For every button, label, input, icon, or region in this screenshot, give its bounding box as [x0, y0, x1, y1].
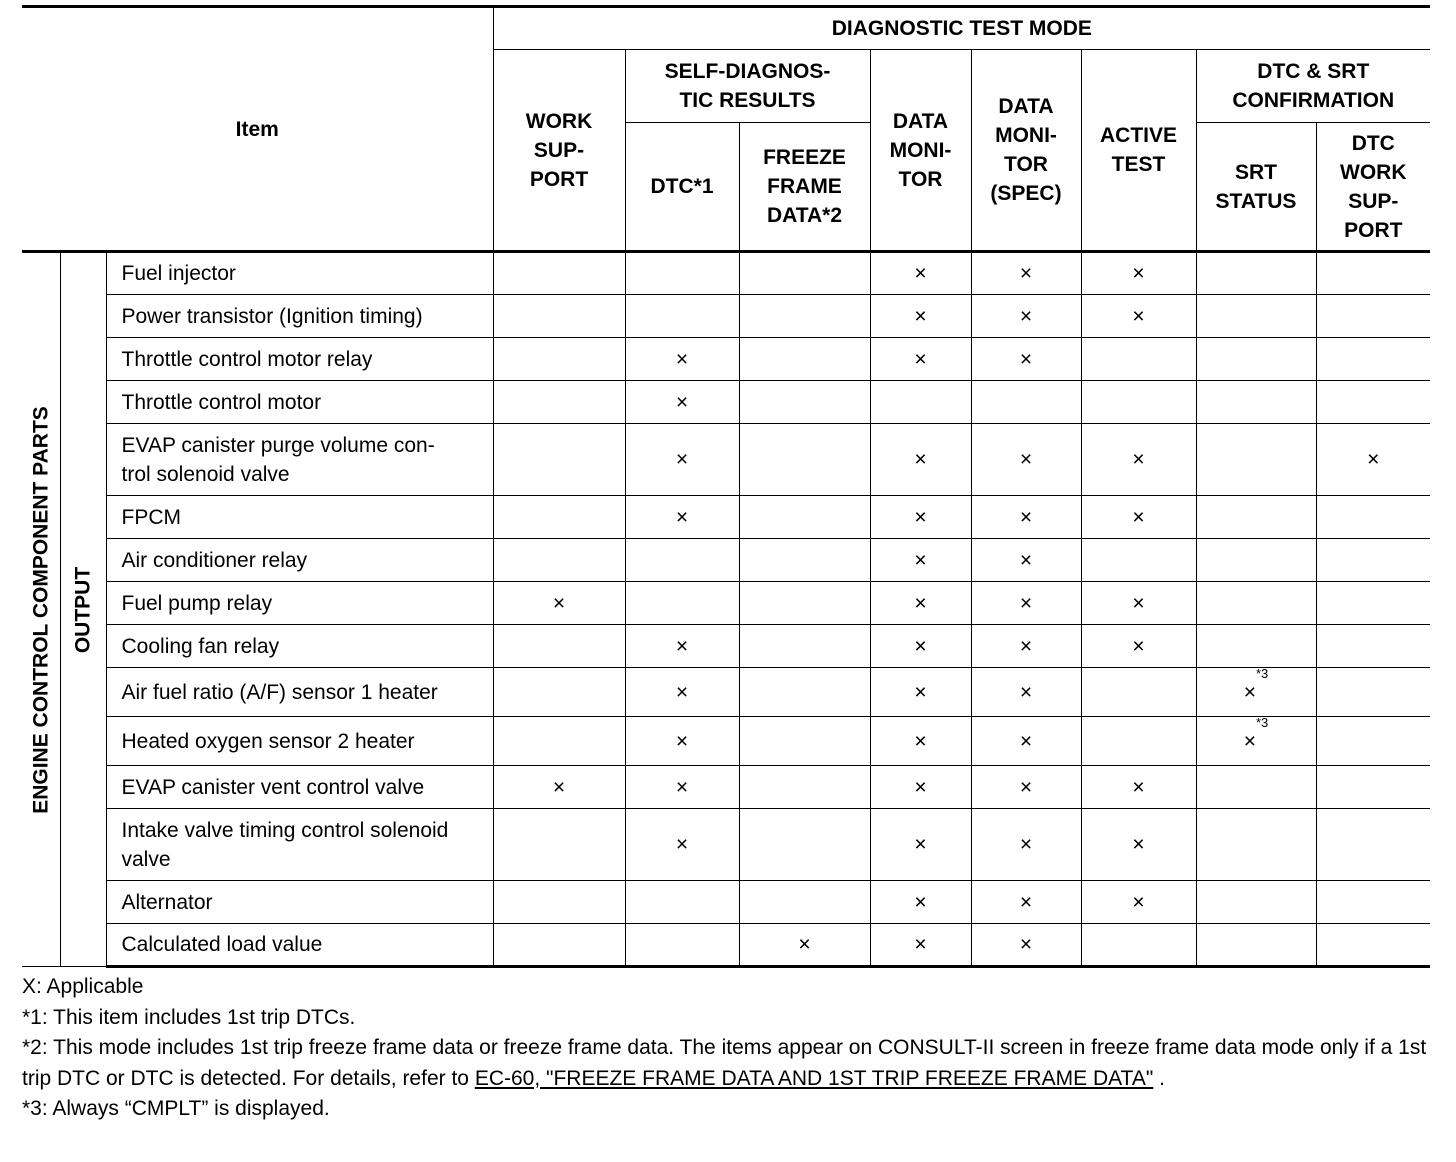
document [22, 5, 1430, 1125]
mark-cell [1196, 809, 1316, 881]
item-cell: Heated oxygen sensor 2 heater [106, 717, 493, 766]
mark-cell: × [971, 295, 1081, 338]
group-label: ENGINE CONTROL COMPONENT PARTS [29, 405, 53, 814]
mark-cell: × [1081, 766, 1196, 809]
mark-cell [625, 295, 739, 338]
item-cell: EVAP canister vent control valve [106, 766, 493, 809]
mark-cell: × [1081, 625, 1196, 668]
table-row [22, 881, 1430, 924]
item-cell: EVAP canister purge volume con- trol solenoid valve [106, 424, 493, 496]
mark-cell: × [870, 582, 971, 625]
note-2-text: *2: This mode includes 1st trip freeze frame data or freeze frame data. The items appear on CONSULT-II screen in freeze frame data mode only if a 1st trip DTC or DTC is detected. For details, refer to [22, 1036, 1427, 1090]
item-cell: Intake valve timing control solenoid valve [106, 809, 493, 881]
note-applicable: X: Applicable [22, 975, 144, 998]
mark-cell: × [971, 625, 1081, 668]
mark-cell: × [625, 717, 739, 766]
mark-cell [493, 338, 625, 381]
group-label-cell [22, 252, 60, 967]
col-freeze-frame-data: FREEZE FRAME DATA*2 [739, 123, 870, 252]
table-row [22, 717, 1430, 766]
mark-cell [625, 539, 739, 582]
table-row [22, 381, 1430, 424]
mark-cell [1196, 539, 1316, 582]
mark-cell [1196, 625, 1316, 668]
mark-cell [625, 924, 739, 967]
mark-cell [1081, 381, 1196, 424]
mark-cell: × [1081, 881, 1196, 924]
mark-cell: × [1081, 809, 1196, 881]
note-3: *3: Always “CMPLT” is displayed. [22, 1097, 330, 1120]
mark-cell [739, 717, 870, 766]
self-diagnostic-results-header: SELF-DIAGNOS- TIC RESULTS [625, 50, 870, 123]
mark-cell [739, 881, 870, 924]
mark-cell [739, 582, 870, 625]
mark-cell [1196, 496, 1316, 539]
mark-cell [1316, 582, 1430, 625]
mark-cell: × [971, 881, 1081, 924]
mark-cell: × [971, 668, 1081, 717]
mark-cell [493, 881, 625, 924]
mark-cell [1081, 924, 1196, 967]
mark-cell [739, 668, 870, 717]
mark-cell: × [870, 252, 971, 295]
mark-cell: × [1081, 295, 1196, 338]
mark-cell [1081, 539, 1196, 582]
mark-cell [493, 625, 625, 668]
mark-cell: × [1081, 252, 1196, 295]
mark-cell: × [870, 766, 971, 809]
mark-cell: × [493, 582, 625, 625]
mark-cell [1196, 665, 1316, 717]
mark-cell [625, 582, 739, 625]
mark-cell [493, 496, 625, 539]
mark-cell [1196, 424, 1316, 496]
mark-cell: × [625, 424, 739, 496]
col-work-support: WORK SUP- PORT [493, 50, 625, 252]
mark-cell [1081, 338, 1196, 381]
applicable-mark: × [1243, 680, 1256, 704]
item-cell: Cooling fan relay [106, 625, 493, 668]
mark-cell: × [493, 766, 625, 809]
mark-cell: × [870, 809, 971, 881]
item-cell: Fuel pump relay [106, 582, 493, 625]
mark-cell: × [870, 668, 971, 717]
mark-cell [493, 717, 625, 766]
mark-cell: × [971, 496, 1081, 539]
table-row [22, 766, 1430, 809]
table-row [22, 809, 1430, 881]
table-row [22, 582, 1430, 625]
mark-cell: × [739, 924, 870, 967]
item-cell: Air conditioner relay [106, 539, 493, 582]
mark-cell: × [625, 809, 739, 881]
mark-cell [625, 881, 739, 924]
mark-cell [1196, 582, 1316, 625]
mark-cell: × [971, 252, 1081, 295]
mark-cell [739, 295, 870, 338]
mark-cell: × [870, 295, 971, 338]
mark-cell: × [870, 717, 971, 766]
mark-cell [493, 424, 625, 496]
item-cell: Power transistor (Ignition timing) [106, 295, 493, 338]
mark-cell [1196, 881, 1316, 924]
col-dtc-work-support: DTC WORK SUP- PORT [1316, 123, 1430, 252]
col-srt-status: SRT STATUS [1196, 123, 1316, 252]
footnote-ref: *3 [1255, 665, 1269, 681]
mark-cell: × [971, 539, 1081, 582]
col-data-monitor: DATA MONI- TOR [870, 50, 971, 252]
mark-cell: × [625, 766, 739, 809]
mark-cell: × [971, 338, 1081, 381]
mark-cell [1316, 809, 1430, 881]
mark-cell [493, 924, 625, 967]
mark-cell: × [971, 924, 1081, 967]
table-row [22, 668, 1430, 717]
table-row [22, 924, 1430, 967]
mark-cell [739, 381, 870, 424]
mark-cell: × [870, 881, 971, 924]
mark-cell: × [971, 766, 1081, 809]
mark-cell [1196, 252, 1316, 295]
mark-cell [493, 381, 625, 424]
mark-cell [493, 539, 625, 582]
mark-cell [1196, 924, 1316, 967]
mark-cell: × [1081, 582, 1196, 625]
mark-cell [1316, 717, 1430, 766]
mark-cell [739, 424, 870, 496]
col-active-test: ACTIVE TEST [1081, 50, 1196, 252]
mark-cell: × [870, 924, 971, 967]
mark-cell: × [971, 582, 1081, 625]
mark-cell: × [870, 539, 971, 582]
mark-cell: × [625, 381, 739, 424]
item-cell: Alternator [106, 881, 493, 924]
mark-cell [1316, 668, 1430, 717]
mark-cell [493, 668, 625, 717]
mark-cell: × [1081, 496, 1196, 539]
item-cell: Fuel injector [106, 252, 493, 295]
mark-cell [1316, 381, 1430, 424]
mark-cell: × [870, 424, 971, 496]
mark-cell [493, 809, 625, 881]
mark-cell: × [1316, 424, 1430, 496]
note-1: *1: This item includes 1st trip DTCs. [22, 1005, 356, 1029]
mark-cell [1316, 539, 1430, 582]
item-cell: Calculated load value [106, 924, 493, 967]
mark-cell [1316, 924, 1430, 967]
applicable-mark: × [1243, 729, 1256, 753]
mark-cell [971, 381, 1081, 424]
mark-cell [1316, 338, 1430, 381]
table-row [22, 625, 1430, 668]
mark-cell [1196, 381, 1316, 424]
mark-cell [739, 252, 870, 295]
table-row [22, 539, 1430, 582]
subgroup-label-cell [60, 252, 106, 967]
diagnostic-test-mode-header: DIAGNOSTIC TEST MODE [493, 7, 1430, 50]
mark-cell [1316, 252, 1430, 295]
mark-cell: × [870, 496, 971, 539]
item-cell: Throttle control motor relay [106, 338, 493, 381]
mark-cell: × [625, 338, 739, 381]
note-2-end: . [1153, 1066, 1165, 1090]
mark-cell: × [1081, 424, 1196, 496]
mark-cell [1081, 668, 1196, 717]
mark-cell: × [870, 338, 971, 381]
mark-cell [870, 381, 971, 424]
dtc-srt-confirmation-header: DTC & SRT CONFIRMATION [1196, 50, 1430, 123]
mark-cell [1196, 766, 1316, 809]
mark-cell [1196, 295, 1316, 338]
mark-cell [739, 539, 870, 582]
mark-cell: × [971, 717, 1081, 766]
mark-cell [739, 625, 870, 668]
mark-cell [1316, 881, 1430, 924]
footnotes [22, 972, 1430, 1125]
subgroup-label: OUTPUT [71, 566, 95, 653]
mark-cell: × [625, 496, 739, 539]
mark-cell [493, 252, 625, 295]
mark-cell [1316, 496, 1430, 539]
mark-cell [739, 809, 870, 881]
table-row [22, 295, 1430, 338]
mark-cell [1316, 625, 1430, 668]
mark-cell [1081, 717, 1196, 766]
mark-cell [625, 252, 739, 295]
mark-cell [1316, 766, 1430, 809]
mark-cell [1196, 714, 1316, 766]
mark-cell: × [625, 625, 739, 668]
item-header: Item [22, 7, 493, 252]
col-dtc: DTC*1 [625, 123, 739, 252]
footnote-ref: *3 [1255, 714, 1269, 730]
table-row [22, 252, 1430, 295]
mark-cell: × [971, 424, 1081, 496]
mark-cell [1316, 295, 1430, 338]
item-cell: Air fuel ratio (A/F) sensor 1 heater [106, 668, 493, 717]
col-data-monitor-spec: DATA MONI- TOR (SPEC) [971, 50, 1081, 252]
mark-cell [739, 496, 870, 539]
mark-cell [739, 338, 870, 381]
table-row [22, 424, 1430, 496]
mark-cell: × [625, 668, 739, 717]
mark-cell [1196, 338, 1316, 381]
table-row [22, 496, 1430, 539]
mark-cell [739, 766, 870, 809]
ec-60-link[interactable]: EC-60, "FREEZE FRAME DATA AND 1ST TRIP FREEZE FRAME DATA" [474, 1066, 1154, 1090]
mark-cell [493, 295, 625, 338]
item-cell: FPCM [106, 496, 493, 539]
mark-cell: × [971, 809, 1081, 881]
item-cell: Throttle control motor [106, 381, 493, 424]
diagnostic-table [22, 5, 1430, 968]
mark-cell: × [870, 625, 971, 668]
note-2 [22, 1033, 1430, 1094]
table-row [22, 338, 1430, 381]
